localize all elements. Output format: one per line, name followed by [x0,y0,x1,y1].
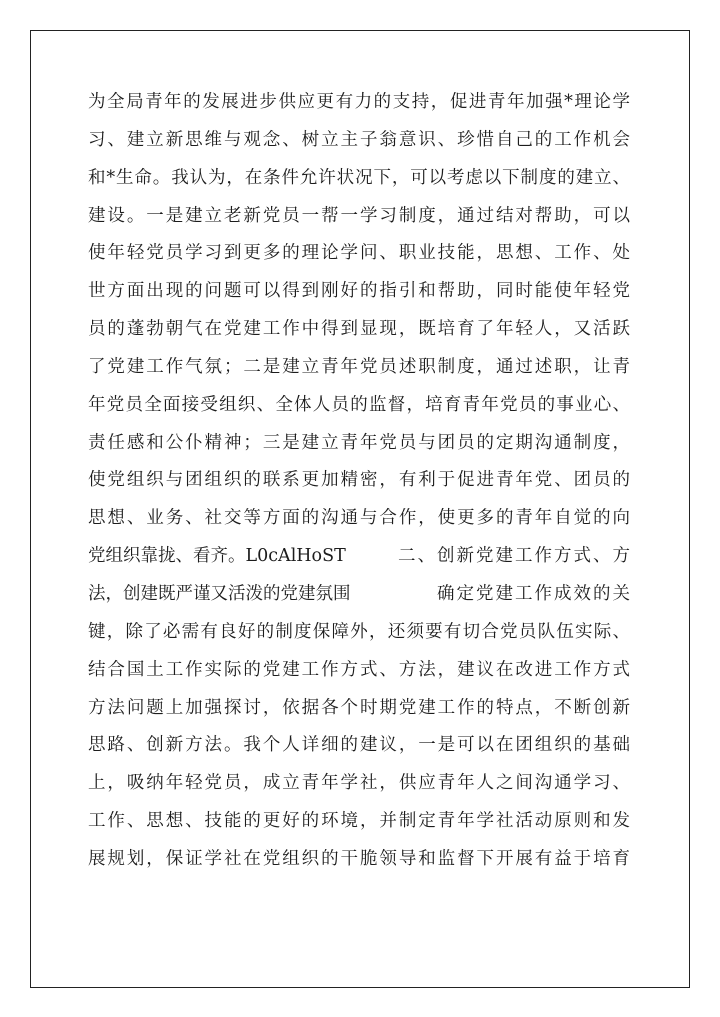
text-line [88,311,630,349]
text-line-content: 结合国土工作实际的党建工作方式、方法，建议在改进工作方式 [88,659,630,680]
section-heading-end: 法，创建既严谨又活泼的党建氛围 [88,583,351,604]
text-line [88,538,630,576]
text-line [88,727,630,765]
text-line-content: 确定党建工作成效的关 [437,583,630,604]
text-line [88,235,630,273]
text-line-content: 上，吸纳年轻党员，成立青年学社，供应青年人之间沟通学习、 [88,773,630,794]
text-line [88,273,630,311]
text-line-content: 思路、创新方法。我个人详细的建议，一是可以在团组织的基础 [88,735,630,756]
text-line [88,803,630,841]
text-line-content: 思想、业务、社交等方面的沟通与合作，使更多的青年自觉的向 [88,508,630,529]
text-line [88,614,630,652]
text-line-content: 年党员全面接受组织、全体人员的监督，培育青年党员的事业心、 [88,394,630,415]
text-line [88,462,630,500]
text-line [88,387,630,425]
text-line [88,652,630,690]
text-line [88,160,630,198]
text-line-content: 责任感和公仆精神；三是建立青年党员与团员的定期沟通制度， [88,432,630,453]
text-line-content: 使年轻党员学习到更多的理论学问、职业技能，思想、工作、处 [88,243,630,264]
text-line-content: 使党组织与团组织的联系更加精密，有利于促进青年党、团员的 [88,470,630,491]
text-line [88,198,630,236]
text-line-content: 工作、思想、技能的更好的环境，并制定青年学社活动原则和发 [88,811,630,832]
text-line-content: 习、建立新思维与观念、树立主子翁意识、珍惜自己的工作机会 [88,129,630,150]
section-heading-start: 二、创新党建工作方式、方 [398,546,630,567]
text-line [88,122,630,160]
text-line [88,841,630,879]
text-line-content: 员的蓬勃朝气在党建工作中得到显现，既培育了年轻人，又活跃 [88,319,630,340]
text-line-content: 和*生命。我认为，在条件允许状况下，可以考虑以下制度的建立、 [88,167,630,188]
text-line-content: 方法问题上加强探讨，依据各个时期党建工作的特点，不断创新 [88,697,630,718]
text-line [88,765,630,803]
text-line-content: 展规划，保证学社在党组织的干脆领导和监督下开展有益于培育 [88,848,630,869]
text-line-content: 世方面出现的问题可以得到刚好的指引和帮助，同时能使年轻党 [88,281,630,302]
text-line-content: 了党建工作气氛；二是建立青年党员述职制度，通过述职，让青 [88,356,630,377]
text-line [88,84,630,122]
text-line-content: 建设。一是建立老新党员一帮一学习制度，通过结对帮助，可以 [88,205,630,226]
text-line-content: 党组织靠拢、看齐。L0cAlHoST [88,546,346,567]
text-line [88,576,630,614]
text-line [88,425,630,463]
text-line-content: 为全局青年的发展进步供应更有力的支持，促进青年加强*理论学 [88,92,630,112]
body-text [88,84,630,879]
text-line-content: 键，除了必需有良好的制度保障外，还须要有切合党员队伍实际、 [88,621,630,642]
text-line [88,500,630,538]
text-line [88,349,630,387]
text-line [88,690,630,728]
